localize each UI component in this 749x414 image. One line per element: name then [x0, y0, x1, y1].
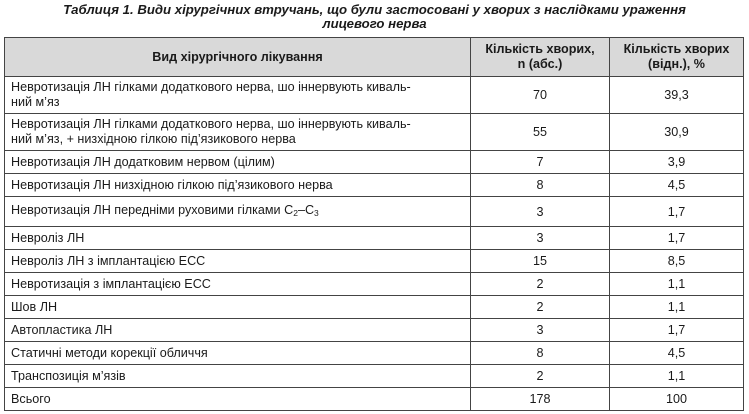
- row-name-line-1: Невротизація ЛН гілками додаткового нерва, шо іннервують киваль-: [11, 117, 411, 131]
- table-row: [5, 365, 744, 388]
- row-rel: 3,9: [610, 151, 744, 174]
- table-row: [5, 296, 744, 319]
- row-abs: 2: [471, 296, 610, 319]
- row-name: Невротизація ЛН низхідною гілкою під’язикового нерва: [5, 174, 471, 197]
- row-name: Всього: [5, 388, 471, 411]
- row-name: [5, 77, 471, 114]
- subscript-2: 2: [293, 207, 298, 218]
- table-total-row: [5, 388, 744, 411]
- row-name: [5, 197, 471, 227]
- row-rel: 39,3: [610, 77, 744, 114]
- row-name: Статичні методи корекції обличчя: [5, 342, 471, 365]
- row-name: Невроліз ЛН з імплантацією ЕСС: [5, 250, 471, 273]
- table-row: [5, 174, 744, 197]
- row-rel: 1,1: [610, 365, 744, 388]
- row-name: Невротизація ЛН додатковим нервом (цілим): [5, 151, 471, 174]
- table-row: [5, 114, 744, 151]
- row-name: Невроліз ЛН: [5, 227, 471, 250]
- row-rel: 4,5: [610, 174, 744, 197]
- subscript-3: 3: [314, 207, 319, 218]
- caption-line-1: Таблиця 1. Види хірургічних втручань, що були застосовані у хворих з наслідками ураження: [63, 2, 686, 17]
- row-name: Невротизація з імплантацією ЕСС: [5, 273, 471, 296]
- table-row: [5, 319, 744, 342]
- table-row: [5, 342, 744, 365]
- row-abs: 15: [471, 250, 610, 273]
- row-rel: 100: [610, 388, 744, 411]
- row-rel: 1,1: [610, 273, 744, 296]
- table-header-row: [5, 38, 744, 77]
- row-rel: 8,5: [610, 250, 744, 273]
- row-abs: 7: [471, 151, 610, 174]
- row-rel: 4,5: [610, 342, 744, 365]
- row-abs: 8: [471, 342, 610, 365]
- row-abs: 3: [471, 197, 610, 227]
- row-abs: 2: [471, 273, 610, 296]
- row-name: [5, 114, 471, 151]
- row-name: Транспозиція м’язів: [5, 365, 471, 388]
- row-rel: 1,7: [610, 197, 744, 227]
- row-abs: 8: [471, 174, 610, 197]
- row-rel: 30,9: [610, 114, 744, 151]
- row-name: Автопластика ЛН: [5, 319, 471, 342]
- table-caption: [0, 0, 749, 33]
- header-surgery-type: Вид хірургічного лікування: [5, 38, 471, 77]
- row-abs: 70: [471, 77, 610, 114]
- row-name-main: Невротизація ЛН передніми руховими гілками C: [11, 202, 294, 217]
- row-name-line-2: ний м’яз, + низхідною гілкою під’язикового нерва: [11, 132, 296, 146]
- table-row: [5, 273, 744, 296]
- row-rel: 1,7: [610, 319, 744, 342]
- header-patients-abs: [471, 38, 610, 77]
- header-rel-line-2: (відн.), %: [648, 57, 705, 71]
- row-name-line-2: ний м’яз: [11, 95, 60, 109]
- row-rel: 1,1: [610, 296, 744, 319]
- row-name: Шов ЛН: [5, 296, 471, 319]
- caption-line-2: лицевого нерва: [322, 16, 427, 31]
- header-abs-line-2: n (абс.): [517, 57, 563, 71]
- row-abs: 178: [471, 388, 610, 411]
- row-abs: 2: [471, 365, 610, 388]
- table-row: [5, 151, 744, 174]
- row-name-dash: –C: [297, 202, 315, 217]
- row-name-line-1: Невротизація ЛН гілками додаткового нерва, шо іннервують киваль-: [11, 80, 411, 94]
- header-rel-line-1: Кількість хворих: [623, 42, 730, 56]
- surgery-types-table: [4, 37, 744, 411]
- table-row: [5, 77, 744, 114]
- row-rel: 1,7: [610, 227, 744, 250]
- row-abs: 3: [471, 227, 610, 250]
- header-patients-rel: [610, 38, 744, 77]
- row-abs: 3: [471, 319, 610, 342]
- row-abs: 55: [471, 114, 610, 151]
- table-row: [5, 250, 744, 273]
- table-row: [5, 227, 744, 250]
- table-row: [5, 197, 744, 227]
- header-abs-line-1: Кількість хворих,: [485, 42, 595, 56]
